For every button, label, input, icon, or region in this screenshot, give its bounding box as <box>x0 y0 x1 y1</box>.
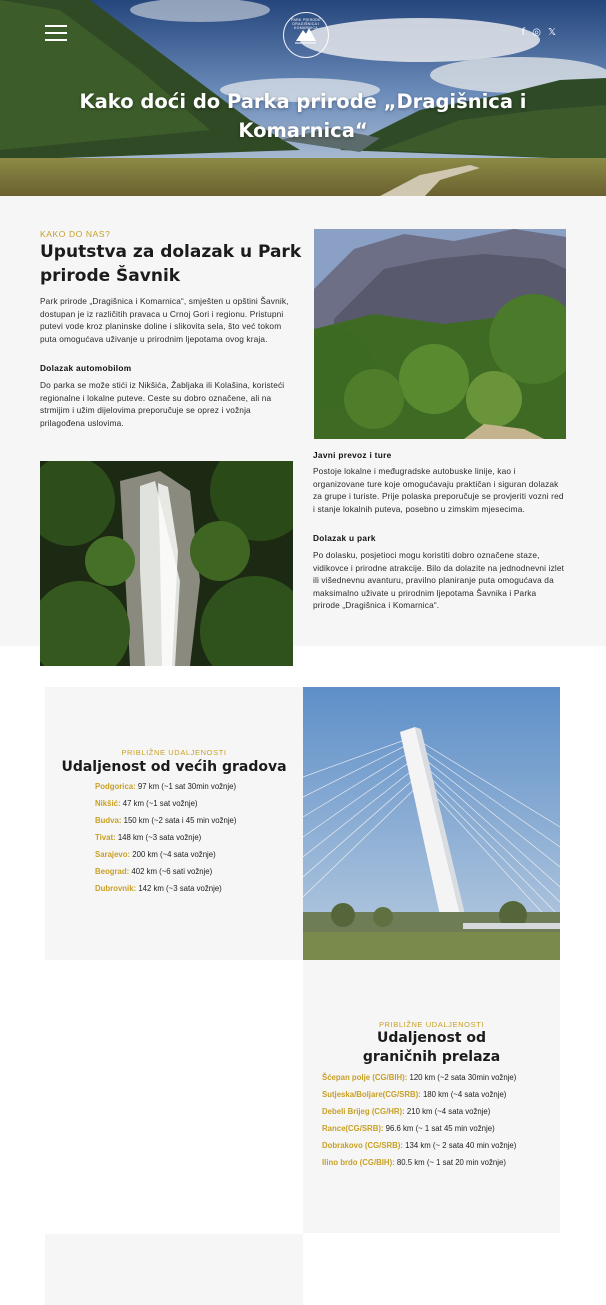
facebook-icon[interactable]: f <box>521 27 526 38</box>
city-name: Tivat: <box>95 833 116 842</box>
cities-distance-card <box>45 687 303 960</box>
transport-paragraph: Postoje lokalne i međugradske autobuske linije, kao i organizovane ture koje omogućavaju praktičan i siguran dolazak za grupe i turiste. Prije polaska preporučuje se provjeriti vozni red i stanje lokalnih puteva, posebno u zimskim mjesecima. <box>313 466 564 514</box>
city-name: Podgorica: <box>95 782 136 791</box>
city-name: Dubrovnik: <box>95 884 137 893</box>
park-logo[interactable] <box>283 12 329 58</box>
list-item <box>322 1120 516 1137</box>
list-item <box>95 846 237 863</box>
list-item <box>95 778 237 795</box>
car-paragraph: Do parka se može stići iz Nikšića, Žabljaka ili Kolašina, koristeći regionalne i lokalne puteve. Ceste su dobro označene, ali na strmijim i užim dijelovima preporučuje se oprez i vožnja prilagođena uslovima. <box>40 380 285 428</box>
city-name: Sarajevo: <box>95 850 131 859</box>
hero-banner <box>0 0 606 196</box>
borders-eyebrow: PRIBLIŽNE UDALJENOSTI <box>378 1020 485 1029</box>
crossing-name: Dobrakovo (CG/SRB): <box>322 1141 404 1150</box>
city-distance: 47 km (~1 sat vožnje) <box>120 799 198 808</box>
border-distance-card <box>303 960 560 1233</box>
crossing-name: Ilino brdo (CG/BIH): <box>322 1158 395 1167</box>
city-name: Beograd: <box>95 867 130 876</box>
list-item <box>95 880 237 897</box>
intro-title: Uputstva za dolazak u Park prirode Šavnik <box>40 242 302 286</box>
city-name: Budva: <box>95 816 122 825</box>
city-distance: 148 km (~3 sata vožnje) <box>115 833 202 842</box>
intro-eyebrow: KAKO DO NAS? <box>40 229 111 239</box>
crossing-name: Rance(CG/SRB): <box>322 1124 384 1133</box>
cities-eyebrow: PRIBLIŽNE UDALJENOSTI <box>121 748 227 757</box>
hamburger-menu-icon[interactable] <box>45 25 67 41</box>
borders-title: Udaljenost od graničnih prelaza <box>362 1030 501 1065</box>
list-item <box>322 1137 516 1154</box>
crossing-name: Šćepan polje (CG/BIH): <box>322 1073 408 1082</box>
city-name: Nikšić: <box>95 799 121 808</box>
crossing-distance: 180 km (~4 sata vožnje) <box>420 1090 507 1099</box>
list-item <box>322 1069 516 1086</box>
city-distance: 200 km (~4 sata vožnje) <box>130 850 216 859</box>
list-item <box>322 1086 516 1103</box>
arrival-heading: Dolazak u park <box>313 533 376 543</box>
city-distance: 402 km (~6 sati vožnje) <box>129 867 213 876</box>
city-distance: 142 km (~3 sata vožnje) <box>136 884 222 893</box>
intro-paragraph: Park prirode „Dragišnica i Komarnica“, smješten u opštini Šavnik, dostupan je iz različitih pravaca u Crnoj Gori i regionu. Pristupni putevi vode kroz planinske doline i slikovita sela, što već tokom puta omogućava uživanje u prirodnim ljepotama ovog kraja. <box>40 296 289 344</box>
crossing-name: Sutjeska/Boljare(CG/SRB): <box>322 1090 421 1099</box>
next-section-card <box>45 1234 303 1305</box>
list-item <box>322 1103 516 1120</box>
borders-list <box>322 1069 516 1171</box>
crossing-distance: 210 km (~4 sata vožnje) <box>404 1107 491 1116</box>
list-item <box>95 829 237 846</box>
car-heading: Dolazak automobilom <box>40 363 132 373</box>
x-twitter-icon[interactable]: 𝕏 <box>547 27 556 38</box>
arrival-paragraph: Po dolasku, posjetioci mogu koristiti dobro označene staze, vidikovce i prirodne atrakcije. Bilo da dolazite na jednodnevni izlet ili višednevnu avanturu, pravilno planiranje puta omogućava da maksimalno uživate u prirodnim ljepotama Šavnika i Parka prirode „Dragišnica i Komarnica“. <box>313 550 565 611</box>
transport-heading: Javni prevoz i ture <box>313 450 392 460</box>
crossing-distance: 96.6 km (~ 1 sat 45 min vožnje) <box>383 1124 495 1133</box>
list-item <box>95 795 237 812</box>
millennium-bridge-image <box>303 687 560 960</box>
social-links <box>522 27 556 39</box>
crossing-distance: 134 km (~ 2 sata 40 min vožnje) <box>403 1141 517 1150</box>
page-title: Kako doći do Parka prirode „Dragišnica i Komarnica“ <box>79 90 527 142</box>
list-item <box>95 863 237 880</box>
list-item <box>95 812 237 829</box>
crossing-distance: 80.5 km (~ 1 sat 20 min vožnje) <box>394 1158 506 1167</box>
cities-list <box>95 778 237 897</box>
list-item <box>322 1154 516 1171</box>
cities-title: Udaljenost od većih gradova <box>61 759 287 775</box>
waterfall-image <box>40 461 293 666</box>
city-distance: 97 km (~1 sat 30min vožnje) <box>135 782 237 791</box>
crossing-distance: 120 km (~2 sata 30min vožnje) <box>407 1073 517 1082</box>
crossing-name: Debeli Brijeg (CG/HR): <box>322 1107 405 1116</box>
mountain-forest-image <box>314 229 566 439</box>
city-distance: 150 km (~2 sata i 45 min vožnje) <box>121 816 237 825</box>
logo-text: PARK PRIRODE DRAGIŠNICA I KOMARNICA <box>291 18 321 30</box>
instagram-icon[interactable]: ◎ <box>532 27 541 38</box>
